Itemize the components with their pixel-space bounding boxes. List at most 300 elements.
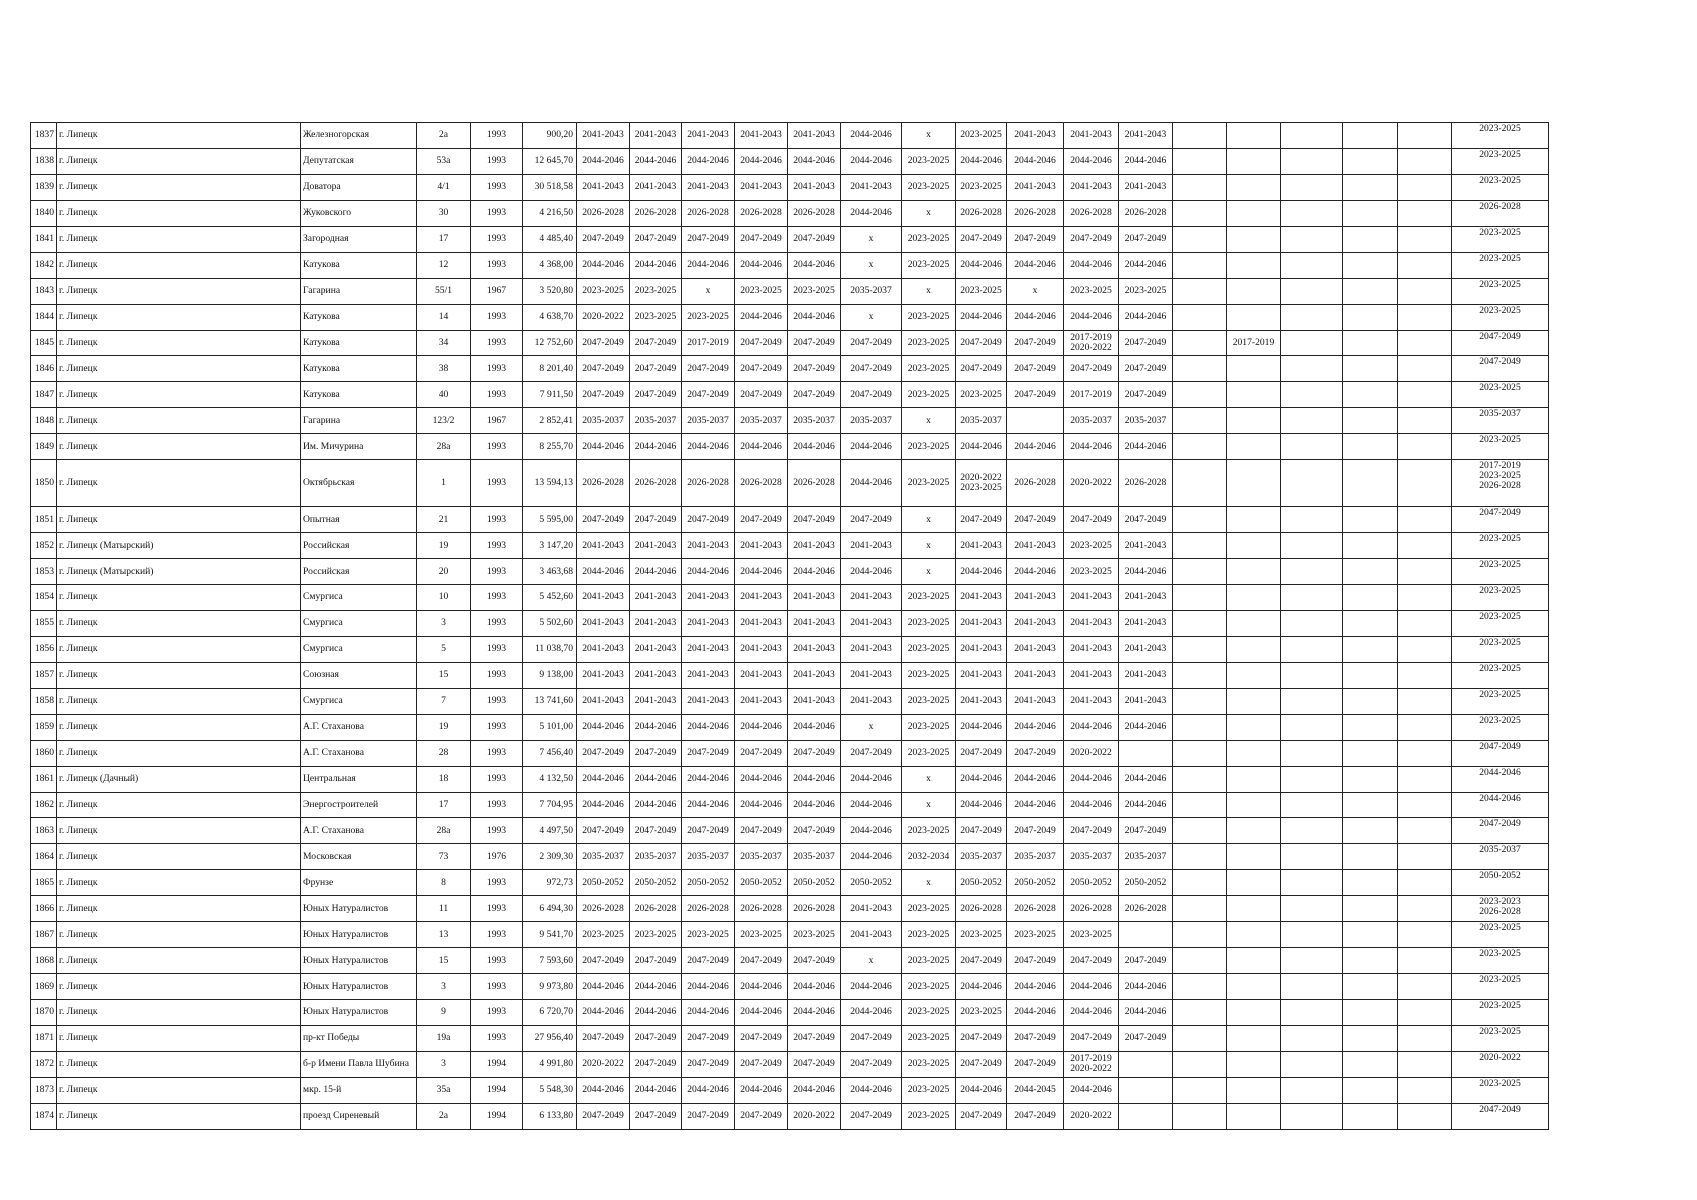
schedule-cell (1173, 226, 1227, 252)
schedule-cell (1343, 174, 1398, 200)
schedule-cell: 2035-2037 (1007, 844, 1064, 870)
schedule-cell (1173, 200, 1227, 226)
year-built-cell: 1993 (471, 870, 523, 896)
row-number-cell: 1874 (31, 1103, 57, 1129)
schedule-cell (1398, 252, 1452, 278)
schedule-cell (1227, 434, 1281, 460)
schedule-cell: 2041-2043 (956, 688, 1007, 714)
row-number-cell: 1856 (31, 636, 57, 662)
schedule-cell: 2047-2049 (956, 1051, 1007, 1077)
schedule-cell (1281, 533, 1343, 559)
schedule-cell: 2044-2046 (841, 148, 902, 174)
area-cell: 5 502,60 (523, 610, 577, 636)
row-number-cell: 1840 (31, 200, 57, 226)
schedule-cell: 2044-2046 (735, 792, 788, 818)
area-cell: 4 991,80 (523, 1051, 577, 1077)
schedule-cell: 2044-2046 (1007, 766, 1064, 792)
schedule-cell (1281, 714, 1343, 740)
schedule-cell: 2026-2028 (577, 200, 630, 226)
schedule-cell: 2026-2028 (788, 200, 841, 226)
schedule-cell (1119, 922, 1173, 948)
schedule-cell (1398, 434, 1452, 460)
schedule-cell: 2017-2019 2020-2022 (1064, 1051, 1119, 1077)
house-number-cell: 5 (417, 636, 471, 662)
year-built-cell: 1993 (471, 766, 523, 792)
schedule-cell (1281, 610, 1343, 636)
schedule-cell: 2023-2025 (630, 304, 682, 330)
schedule-cell: 2047-2049 (682, 948, 735, 974)
schedule-cell: 2041-2043 (1064, 174, 1119, 200)
schedule-cell (1227, 922, 1281, 948)
schedule-cell: 2023-2025 (902, 330, 956, 356)
schedule-cell (1398, 896, 1452, 922)
city-cell: г. Липецк (57, 148, 301, 174)
area-cell: 4 485,40 (523, 226, 577, 252)
schedule-cell (1281, 507, 1343, 533)
schedule-cell: 2023-2025 (956, 278, 1007, 304)
table-row (31, 870, 1549, 896)
schedule-cell: 2044-2046 (577, 434, 630, 460)
schedule-cell: 2023-2025 (902, 1025, 956, 1051)
schedule-cell: 2044-2046 (1119, 434, 1173, 460)
schedule-cell (1343, 740, 1398, 766)
house-number-cell: 4/1 (417, 174, 471, 200)
table-row (31, 507, 1549, 533)
schedule-cell: 2047-2049 (1007, 382, 1064, 408)
table-row (31, 922, 1549, 948)
schedule-cell (1227, 226, 1281, 252)
schedule-cell: 2047-2049 (1119, 382, 1173, 408)
schedule-cell (1343, 200, 1398, 226)
schedule-cell: 2047-2049 (630, 1051, 682, 1077)
table-row (31, 948, 1549, 974)
schedule-cell: 2044-2046 (1064, 766, 1119, 792)
street-cell: Катукова (301, 330, 417, 356)
schedule-cell: 2047-2049 (1119, 948, 1173, 974)
schedule-cell (1173, 636, 1227, 662)
schedule-cell (1281, 148, 1343, 174)
row-number-cell: 1839 (31, 174, 57, 200)
schedule-cell: 2041-2043 (788, 636, 841, 662)
year-built-cell: 1993 (471, 559, 523, 585)
schedule-cell: 2041-2043 (630, 610, 682, 636)
schedule-cell: 2047-2049 (788, 382, 841, 408)
schedule-cell (1227, 200, 1281, 226)
schedule-cell: 2044-2046 (1064, 148, 1119, 174)
street-cell: Юных Натуралистов (301, 922, 417, 948)
year-built-cell: 1993 (471, 174, 523, 200)
schedule-cell (1343, 974, 1398, 1000)
schedule-cell: 2026-2028 (1119, 896, 1173, 922)
schedule-cell: 2044-2046 (577, 1077, 630, 1103)
schedule-cell (1398, 636, 1452, 662)
year-built-cell: 1993 (471, 948, 523, 974)
schedule-cell: х (902, 278, 956, 304)
year-built-cell: 1994 (471, 1103, 523, 1129)
schedule-cell: 2047-2049 (788, 818, 841, 844)
schedule-cell: 2020-2022 (1064, 740, 1119, 766)
schedule-cell: 2044-2046 (956, 714, 1007, 740)
schedule-cell (1343, 382, 1398, 408)
row-number-cell: 1853 (31, 559, 57, 585)
area-cell: 4 132,50 (523, 766, 577, 792)
schedule-cell: 2041-2043 (1119, 174, 1173, 200)
schedule-cell: 2047-2049 (630, 226, 682, 252)
year-built-cell: 1993 (471, 200, 523, 226)
row-number-cell: 1858 (31, 688, 57, 714)
schedule-cell: 2017-2019 (1064, 382, 1119, 408)
schedule-cell (1227, 896, 1281, 922)
schedule-cell: 2047-2049 (630, 740, 682, 766)
year-built-cell: 1993 (471, 896, 523, 922)
schedule-cell: 2041-2043 (841, 610, 902, 636)
schedule-cell: 2041-2043 (735, 585, 788, 611)
year-built-cell: 1993 (471, 792, 523, 818)
schedule-cell (1281, 252, 1343, 278)
street-cell: Катукова (301, 252, 417, 278)
schedule-cell (1173, 533, 1227, 559)
schedule-cell: 2047-2049 (735, 507, 788, 533)
schedule-cell: 2047-2049 (1064, 818, 1119, 844)
schedule-cell (1173, 434, 1227, 460)
schedule-cell (1281, 460, 1343, 507)
schedule-cell: 2044-2046 (577, 1000, 630, 1026)
schedule-cell: 2044-2046 (1007, 304, 1064, 330)
schedule-cell (1227, 585, 1281, 611)
schedule-cell: 2050-2052 (577, 870, 630, 896)
final-period-cell: 2047-2049 (1452, 740, 1549, 766)
final-period-cell: 2023-2025 (1452, 252, 1549, 278)
row-number-cell: 1852 (31, 533, 57, 559)
street-cell: Юных Натуралистов (301, 948, 417, 974)
schedule-cell: 2020-2022 (577, 1051, 630, 1077)
schedule-cell: 2047-2049 (1007, 226, 1064, 252)
schedule-cell: 2023-2025 (902, 1000, 956, 1026)
schedule-cell (1281, 818, 1343, 844)
schedule-cell: 2044-2046 (841, 844, 902, 870)
schedule-cell: 2047-2049 (1007, 948, 1064, 974)
schedule-cell (1343, 922, 1398, 948)
schedule-cell: 2023-2025 (902, 148, 956, 174)
schedule-cell: 2041-2043 (735, 610, 788, 636)
schedule-cell: 2023-2025 (902, 1103, 956, 1129)
schedule-cell: 2044-2046 (841, 974, 902, 1000)
schedule-cell: 2050-2052 (841, 870, 902, 896)
schedule-cell (1173, 818, 1227, 844)
schedule-cell: 2023-2025 (630, 278, 682, 304)
schedule-cell: 2023-2025 (902, 688, 956, 714)
row-number-cell: 1849 (31, 434, 57, 460)
house-number-cell: 3 (417, 974, 471, 1000)
schedule-cell: 2026-2028 (682, 200, 735, 226)
schedule-cell: 2023-2025 (956, 1000, 1007, 1026)
schedule-cell: 2044-2046 (682, 1000, 735, 1026)
schedule-cell: 2050-2052 (956, 870, 1007, 896)
schedule-cell (1343, 818, 1398, 844)
row-number-cell: 1851 (31, 507, 57, 533)
schedule-cell: 2047-2049 (788, 740, 841, 766)
schedule-cell: 2047-2049 (630, 382, 682, 408)
street-cell: Жуковского (301, 200, 417, 226)
schedule-cell: 2023-2025 (902, 174, 956, 200)
schedule-cell: 2023-2025 (577, 278, 630, 304)
schedule-cell: 2047-2049 (1064, 226, 1119, 252)
schedule-cell (1343, 766, 1398, 792)
schedule-cell: 2044-2046 (788, 1077, 841, 1103)
schedule-cell (1119, 740, 1173, 766)
schedule-cell: 2023-2025 (902, 610, 956, 636)
row-number-cell: 1843 (31, 278, 57, 304)
schedule-cell: 2041-2043 (788, 123, 841, 149)
schedule-cell: 2047-2049 (630, 948, 682, 974)
schedule-cell: 2041-2043 (956, 585, 1007, 611)
house-number-cell: 18 (417, 766, 471, 792)
final-period-cell: 2044-2046 (1452, 792, 1549, 818)
schedule-cell: 2044-2046 (788, 714, 841, 740)
year-built-cell: 1993 (471, 714, 523, 740)
schedule-cell: 2044-2046 (1007, 714, 1064, 740)
area-cell: 12 645,70 (523, 148, 577, 174)
schedule-cell: 2041-2043 (841, 896, 902, 922)
schedule-cell: 2044-2046 (1007, 434, 1064, 460)
schedule-cell: х (902, 408, 956, 434)
final-period-cell: 2023-2025 (1452, 278, 1549, 304)
schedule-cell (1398, 533, 1452, 559)
table-row (31, 636, 1549, 662)
schedule-cell: 2023-2025 (902, 434, 956, 460)
schedule-cell: 2026-2028 (577, 896, 630, 922)
row-number-cell: 1844 (31, 304, 57, 330)
schedule-cell: 2044-2046 (1119, 304, 1173, 330)
schedule-cell (1227, 382, 1281, 408)
schedule-cell: 2026-2028 (1064, 200, 1119, 226)
row-number-cell: 1845 (31, 330, 57, 356)
schedule-cell: 2044-2046 (788, 766, 841, 792)
schedule-cell (1343, 252, 1398, 278)
schedule-cell: 2044-2046 (1007, 974, 1064, 1000)
schedule-cell (1173, 792, 1227, 818)
schedule-cell: 2047-2049 (682, 818, 735, 844)
table-row (31, 226, 1549, 252)
schedule-cell: 2026-2028 (735, 896, 788, 922)
schedule-cell: 2047-2049 (1119, 330, 1173, 356)
schedule-cell: 2047-2049 (735, 330, 788, 356)
city-cell: г. Липецк (57, 1000, 301, 1026)
city-cell: г. Липецк (57, 278, 301, 304)
schedule-cell: 2041-2043 (1007, 174, 1064, 200)
schedule-cell (1343, 585, 1398, 611)
schedule-cell (1281, 896, 1343, 922)
schedule-cell: 2035-2037 (956, 844, 1007, 870)
schedule-cell: 2026-2028 (1007, 460, 1064, 507)
city-cell: г. Липецк (57, 174, 301, 200)
street-cell: мкр. 15-й (301, 1077, 417, 1103)
schedule-cell (1343, 896, 1398, 922)
schedule-cell: 2041-2043 (1119, 688, 1173, 714)
area-cell: 9 973,80 (523, 974, 577, 1000)
schedule-cell: 2041-2043 (1007, 533, 1064, 559)
street-cell: Катукова (301, 382, 417, 408)
schedule-cell (1173, 662, 1227, 688)
street-cell: Смургиса (301, 688, 417, 714)
city-cell: г. Липецк (57, 1051, 301, 1077)
city-cell: г. Липецк (57, 460, 301, 507)
final-period-cell: 2023-2025 (1452, 688, 1549, 714)
row-number-cell: 1873 (31, 1077, 57, 1103)
schedule-cell: 2044-2046 (788, 252, 841, 278)
schedule-cell: 2047-2049 (841, 740, 902, 766)
schedule-cell: 2044-2046 (788, 148, 841, 174)
schedule-cell: 2047-2049 (735, 740, 788, 766)
schedule-cell: 2047-2049 (735, 948, 788, 974)
schedule-cell: 2044-2046 (841, 200, 902, 226)
schedule-cell: 2023-2025 (902, 585, 956, 611)
schedule-cell: 2023-2025 (1064, 922, 1119, 948)
schedule-cell: 2023-2025 (735, 278, 788, 304)
row-number-cell: 1838 (31, 148, 57, 174)
house-number-cell: 123/2 (417, 408, 471, 434)
schedule-cell: 2023-2025 (1119, 278, 1173, 304)
schedule-cell: 2023-2025 (902, 460, 956, 507)
area-cell: 4 497,50 (523, 818, 577, 844)
final-period-cell: 2023-2025 (1452, 610, 1549, 636)
schedule-cell: 2044-2046 (788, 559, 841, 585)
final-period-cell: 2023-2025 (1452, 948, 1549, 974)
year-built-cell: 1993 (471, 382, 523, 408)
schedule-cell: 2044-2046 (630, 148, 682, 174)
schedule-cell: 2050-2052 (1007, 870, 1064, 896)
schedule-cell: 2041-2043 (841, 174, 902, 200)
final-period-cell: 2017-2019 2023-2025 2026-2028 (1452, 460, 1549, 507)
table-row (31, 1103, 1549, 1129)
schedule-cell: 2047-2049 (630, 356, 682, 382)
house-number-cell: 34 (417, 330, 471, 356)
city-cell: г. Липецк (Матырский) (57, 533, 301, 559)
schedule-cell: 2041-2043 (577, 585, 630, 611)
schedule-cell (1173, 304, 1227, 330)
schedule-cell: 2041-2043 (735, 636, 788, 662)
schedule-cell (1398, 740, 1452, 766)
year-built-cell: 1993 (471, 434, 523, 460)
schedule-cell (1343, 636, 1398, 662)
schedule-cell: 2026-2028 (630, 896, 682, 922)
street-cell: Смургиса (301, 636, 417, 662)
schedule-cell: 2047-2049 (577, 818, 630, 844)
row-number-cell: 1867 (31, 922, 57, 948)
table-row (31, 123, 1549, 149)
schedule-cell (1343, 123, 1398, 149)
schedule-cell: 2047-2049 (682, 1051, 735, 1077)
schedule-cell: 2044-2046 (577, 974, 630, 1000)
schedule-cell (1173, 766, 1227, 792)
schedule-cell: 2026-2028 (956, 200, 1007, 226)
schedule-cell (1173, 922, 1227, 948)
street-cell: А.Г. Стаханова (301, 818, 417, 844)
year-built-cell: 1993 (471, 922, 523, 948)
street-cell: Депутатская (301, 148, 417, 174)
schedule-cell: 2044-2046 (788, 974, 841, 1000)
schedule-cell: 2026-2028 (1064, 896, 1119, 922)
schedule-cell (1343, 948, 1398, 974)
schedule-cell: 2047-2049 (956, 1025, 1007, 1051)
schedule-cell: 2041-2043 (1007, 636, 1064, 662)
schedule-cell: 2044-2046 (956, 1077, 1007, 1103)
area-cell: 900,20 (523, 123, 577, 149)
schedule-cell: х (682, 278, 735, 304)
year-built-cell: 1993 (471, 1000, 523, 1026)
schedule-cell: 2047-2049 (735, 356, 788, 382)
schedule-cell: 2041-2043 (1007, 688, 1064, 714)
city-cell: г. Липецк (57, 818, 301, 844)
schedule-cell (1173, 610, 1227, 636)
table-row (31, 200, 1549, 226)
schedule-cell (1173, 356, 1227, 382)
schedule-cell: 2041-2043 (682, 533, 735, 559)
schedule-cell: 2041-2043 (577, 636, 630, 662)
house-number-cell: 15 (417, 662, 471, 688)
city-cell: г. Липецк (57, 434, 301, 460)
schedule-cell: 2050-2052 (1119, 870, 1173, 896)
schedule-cell: 2050-2052 (682, 870, 735, 896)
table-row (31, 460, 1549, 507)
schedule-cell: 2044-2046 (1007, 792, 1064, 818)
schedule-cell: 2023-2025 (902, 896, 956, 922)
final-period-cell: 2023-2025 (1452, 559, 1549, 585)
schedule-cell: 2044-2046 (735, 148, 788, 174)
schedule-cell: 2026-2028 (630, 460, 682, 507)
year-built-cell: 1993 (471, 740, 523, 766)
house-number-cell: 15 (417, 948, 471, 974)
schedule-cell: 2047-2049 (1119, 226, 1173, 252)
schedule-cell: х (841, 304, 902, 330)
schedule-cell (1281, 330, 1343, 356)
row-number-cell: 1869 (31, 974, 57, 1000)
schedule-cell: 2041-2043 (735, 662, 788, 688)
schedule-cell (1398, 922, 1452, 948)
schedule-cell (1119, 1051, 1173, 1077)
schedule-cell: 2044-2046 (788, 1000, 841, 1026)
schedule-cell (1281, 200, 1343, 226)
row-number-cell: 1866 (31, 896, 57, 922)
schedule-cell: 2050-2052 (1064, 870, 1119, 896)
schedule-cell: 2047-2049 (788, 948, 841, 974)
schedule-cell: 2047-2049 (577, 507, 630, 533)
house-number-cell: 1 (417, 460, 471, 507)
schedule-cell: 2035-2037 (577, 408, 630, 434)
schedule-cell (1343, 148, 1398, 174)
area-cell: 5 452,60 (523, 585, 577, 611)
area-cell: 7 456,40 (523, 740, 577, 766)
year-built-cell: 1967 (471, 408, 523, 434)
final-period-cell: 2023-2025 (1452, 922, 1549, 948)
area-cell: 3 520,80 (523, 278, 577, 304)
house-number-cell: 40 (417, 382, 471, 408)
row-number-cell: 1850 (31, 460, 57, 507)
schedule-cell (1227, 1000, 1281, 1026)
schedule-cell: 2041-2043 (956, 636, 1007, 662)
schedule-cell: 2041-2043 (630, 585, 682, 611)
schedule-cell: 2041-2043 (841, 533, 902, 559)
schedule-cell: 2044-2046 (1119, 252, 1173, 278)
schedule-cell: 2026-2028 (1007, 200, 1064, 226)
schedule-cell (1227, 636, 1281, 662)
schedule-cell: 2047-2049 (735, 1025, 788, 1051)
schedule-cell: 2041-2043 (841, 662, 902, 688)
schedule-cell (1281, 278, 1343, 304)
final-period-cell: 2023-2025 (1452, 662, 1549, 688)
city-cell: г. Липецк (57, 740, 301, 766)
schedule-cell (1398, 330, 1452, 356)
